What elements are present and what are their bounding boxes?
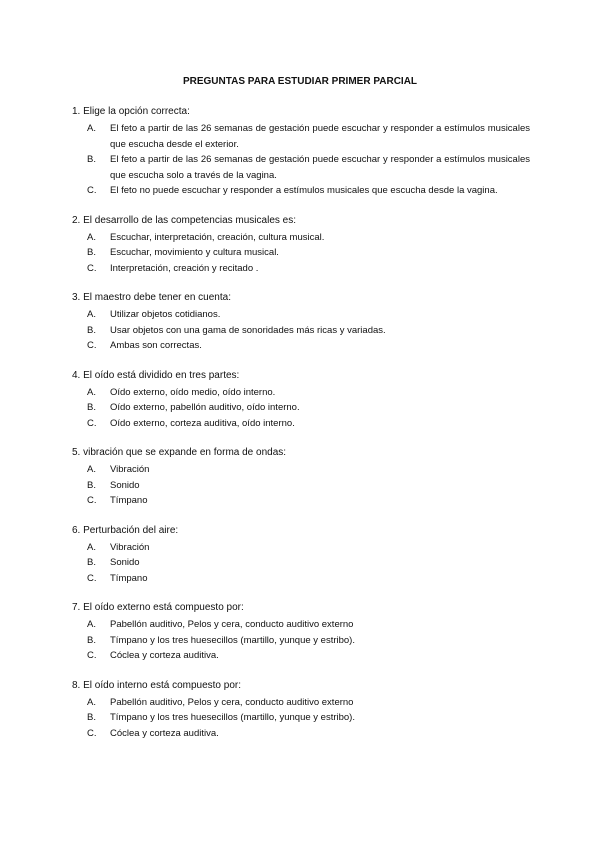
option-list (70, 540, 530, 587)
question-1 (70, 105, 530, 199)
option-letter: B. (87, 479, 96, 491)
option-text: Sonido (110, 557, 140, 568)
option-b (70, 555, 530, 571)
option-text: Escuchar, interpretación, creación, cultura musical. (110, 231, 325, 243)
option-a (70, 540, 530, 556)
option-c (70, 183, 530, 199)
option-list (70, 230, 530, 277)
question-4 (70, 369, 530, 432)
option-c (70, 648, 530, 664)
option-text: Pabellón auditivo, Pelos y cera, conducto auditivo externo (110, 619, 354, 630)
option-text: El feto no puede escuchar y responder a estímulos musicales que escucha desde la vagina. (110, 185, 498, 196)
option-text: Vibración (110, 464, 150, 475)
option-letter: C. (87, 340, 97, 351)
option-c (70, 493, 530, 509)
option-text: Vibración (110, 541, 150, 553)
option-text: Tímpano y los tres huesecillos (martillo, yunque y estribo). (110, 712, 355, 723)
question-text: 8. El oído interno está compuesto por: (72, 679, 241, 691)
option-letter: A. (87, 464, 96, 475)
option-letter: B. (87, 712, 96, 723)
question-text: 1. Elige la opción correcta: (72, 106, 190, 117)
option-letter: C. (87, 417, 97, 429)
option-text: Utilizar objetos cotidianos. (110, 309, 221, 320)
option-letter: B. (87, 247, 96, 258)
option-text: Escuchar, movimiento y cultura musical. (110, 247, 279, 258)
question-text: 3. El maestro debe tener en cuenta: (72, 292, 231, 303)
document-title: PREGUNTAS PARA ESTUDIAR PRIMER PARCIAL (182, 76, 418, 87)
option-c (70, 261, 530, 277)
option-text: Oído externo, pabellón auditivo, oído interno. (110, 402, 300, 413)
option-text: Cóclea y corteza auditiva. (110, 727, 219, 739)
option-letter: B. (87, 154, 96, 165)
option-letter: C. (87, 495, 97, 506)
option-letter: C. (87, 185, 97, 196)
question-text: 6. Perturbación del aire: (72, 524, 179, 536)
option-letter: A. (87, 309, 96, 320)
option-text: Tímpano y los tres huesecillos (martillo, yunque y estribo). (110, 634, 355, 646)
option-text: Sonido (110, 479, 140, 491)
option-text: Interpretación, creación y recitado . (110, 262, 259, 274)
option-list (70, 617, 530, 664)
option-letter: A. (87, 619, 96, 630)
option-a (70, 617, 530, 633)
option-text: Pabellón auditivo, Pelos y cera, conducto auditivo externo (110, 696, 354, 708)
option-b (70, 245, 530, 261)
option-a (70, 230, 530, 246)
option-letter: C. (87, 262, 97, 274)
option-a (70, 385, 530, 401)
option-c (70, 416, 530, 432)
option-b (70, 710, 530, 726)
option-b (70, 400, 530, 416)
option-text: El feto a partir de las 26 semanas de gestación puede escuchar y responder a estímulos musicales que escucha desde el exterior. (110, 123, 530, 150)
option-letter: A. (87, 123, 96, 134)
option-b (70, 152, 530, 183)
option-letter: A. (87, 696, 96, 708)
option-list (70, 385, 530, 432)
option-text: Tímpano (110, 572, 148, 584)
option-letter: A. (87, 386, 96, 398)
question-5 (70, 446, 530, 509)
question-2 (70, 214, 530, 277)
option-letter: B. (87, 402, 96, 413)
option-c (70, 726, 530, 742)
question-8 (70, 679, 530, 742)
option-a (70, 307, 530, 323)
question-7 (70, 601, 530, 664)
option-text: Ambas son correctas. (110, 340, 202, 351)
question-text: 7. El oído externo está compuesto por: (72, 602, 244, 613)
option-list (70, 695, 530, 742)
option-list (70, 462, 530, 509)
option-text: El feto a partir de las 26 semanas de gestación puede escuchar y responder a estímulos musicales que escucha solo a través de la vagina. (110, 154, 530, 181)
option-text: Oído externo, corteza auditiva, oído interno. (110, 417, 295, 429)
option-b (70, 323, 530, 339)
option-c (70, 338, 530, 354)
question-text: 2. El desarrollo de las competencias musicales es: (72, 214, 296, 226)
option-text: Usar objetos con una gama de sonoridades más ricas y variadas. (110, 324, 386, 336)
option-list (70, 121, 530, 199)
option-list (70, 307, 530, 354)
option-text: Cóclea y corteza auditiva. (110, 650, 219, 661)
option-letter: B. (87, 557, 96, 568)
question-text: 5. vibración que se expande en forma de ondas: (72, 447, 287, 458)
option-letter: B. (87, 634, 96, 646)
option-letter: A. (87, 231, 96, 243)
option-b (70, 478, 530, 494)
option-a (70, 462, 530, 478)
question-3 (70, 291, 530, 354)
option-letter: B. (87, 324, 96, 336)
option-c (70, 571, 530, 587)
option-letter: C. (87, 572, 97, 584)
question-6 (70, 524, 530, 587)
option-text: Oído externo, oído medio, oído interno. (110, 386, 276, 398)
option-a (70, 695, 530, 711)
option-text: Tímpano (110, 495, 148, 506)
option-letter: C. (87, 727, 97, 739)
question-text: 4. El oído está dividido en tres partes: (72, 369, 240, 381)
option-letter: A. (87, 541, 96, 553)
option-b (70, 633, 530, 649)
option-a (70, 121, 530, 152)
option-letter: C. (87, 650, 97, 661)
